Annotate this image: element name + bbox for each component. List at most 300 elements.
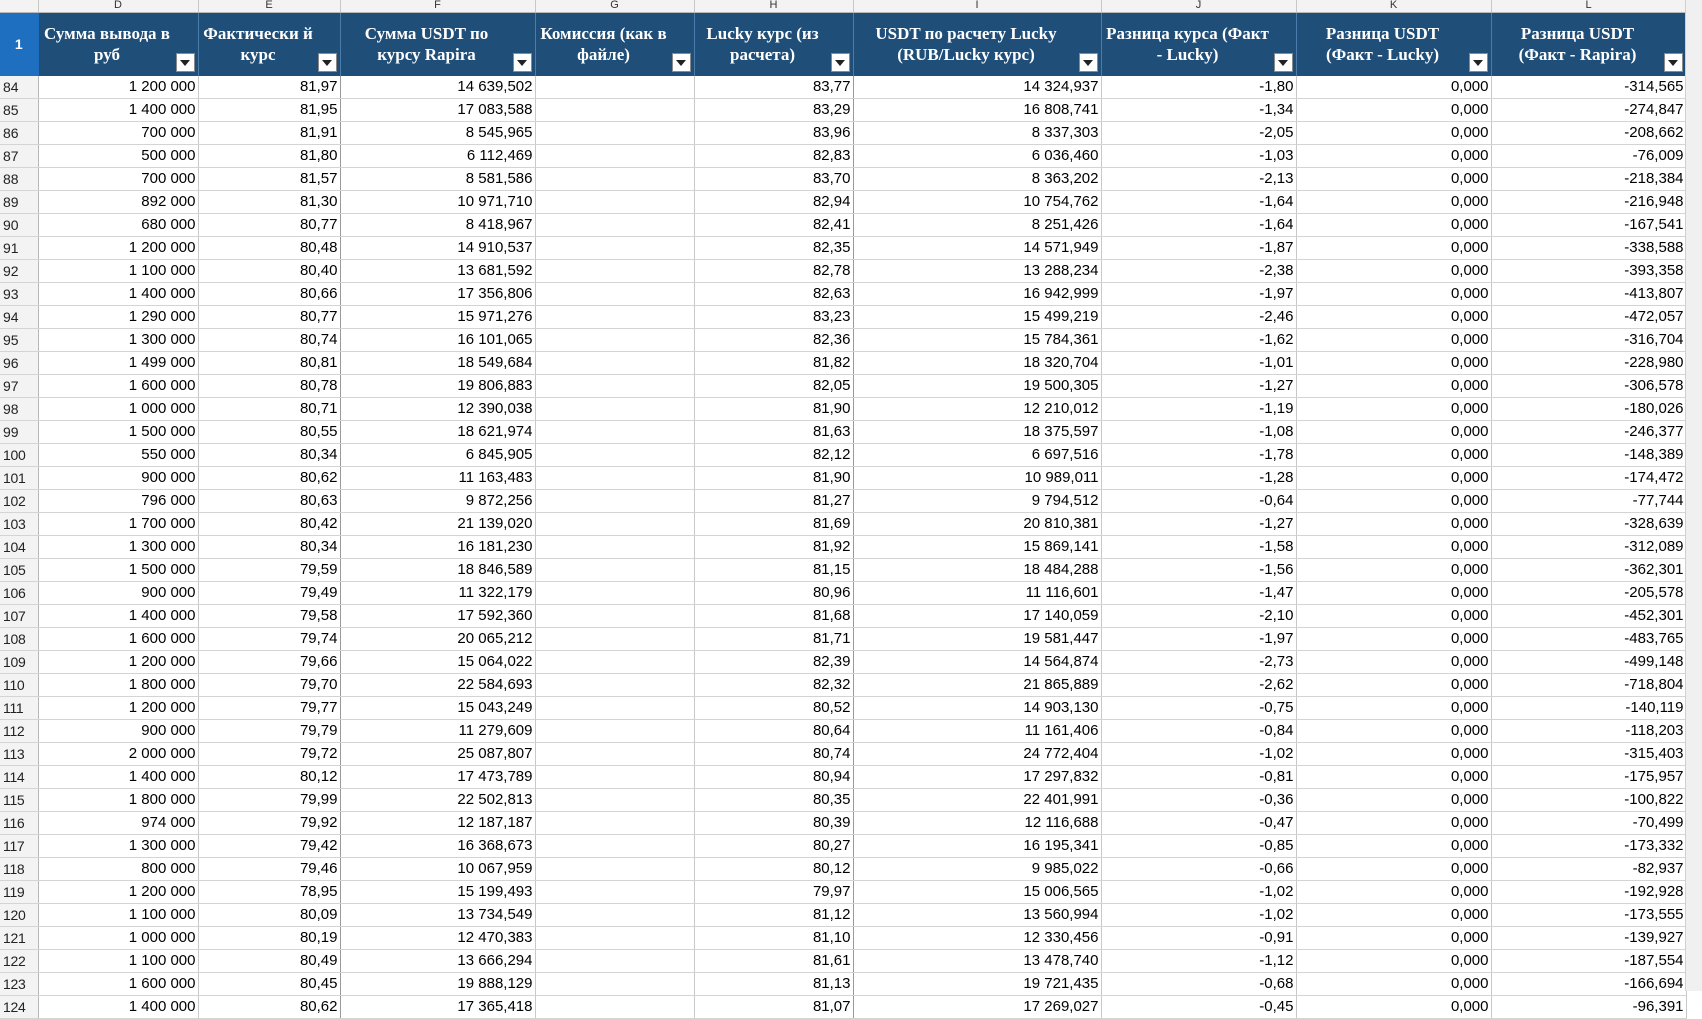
cell-f[interactable]: 20 065,212 — [340, 628, 535, 651]
cell-g[interactable] — [535, 904, 694, 927]
cell-e[interactable]: 81,57 — [198, 168, 340, 191]
cell-i[interactable]: 13 288,234 — [853, 260, 1101, 283]
cell-g[interactable] — [535, 145, 694, 168]
cell-h[interactable]: 82,12 — [694, 444, 853, 467]
row-number[interactable]: 119 — [0, 881, 38, 904]
cell-h[interactable]: 80,96 — [694, 582, 853, 605]
cell-i[interactable]: 19 721,435 — [853, 973, 1101, 996]
cell-i[interactable]: 14 324,937 — [853, 76, 1101, 99]
row-number[interactable]: 90 — [0, 214, 38, 237]
cell-g[interactable] — [535, 766, 694, 789]
cell-g[interactable] — [535, 559, 694, 582]
cell-k[interactable]: 0,000 — [1296, 444, 1491, 467]
cell-i[interactable]: 13 478,740 — [853, 950, 1101, 973]
cell-h[interactable]: 82,78 — [694, 260, 853, 283]
cell-f[interactable]: 13 666,294 — [340, 950, 535, 973]
cell-i[interactable]: 18 375,597 — [853, 421, 1101, 444]
cell-g[interactable] — [535, 444, 694, 467]
cell-f[interactable]: 10 067,959 — [340, 858, 535, 881]
cell-h[interactable]: 81,15 — [694, 559, 853, 582]
cell-h[interactable]: 82,83 — [694, 145, 853, 168]
row-number[interactable]: 118 — [0, 858, 38, 881]
cell-k[interactable]: 0,000 — [1296, 352, 1491, 375]
cell-h[interactable]: 81,90 — [694, 467, 853, 490]
cell-i[interactable]: 24 772,404 — [853, 743, 1101, 766]
cell-j[interactable]: -1,27 — [1101, 513, 1296, 536]
cell-h[interactable]: 83,23 — [694, 306, 853, 329]
cell-f[interactable]: 16 368,673 — [340, 835, 535, 858]
cell-g[interactable] — [535, 835, 694, 858]
cell-k[interactable]: 0,000 — [1296, 375, 1491, 398]
filter-dropdown-button[interactable] — [1664, 53, 1683, 72]
row-number[interactable]: 116 — [0, 812, 38, 835]
cell-k[interactable]: 0,000 — [1296, 513, 1491, 536]
row-number[interactable]: 108 — [0, 628, 38, 651]
row-number[interactable]: 88 — [0, 168, 38, 191]
cell-d[interactable]: 1 400 000 — [38, 605, 198, 628]
cell-l[interactable]: -82,937 — [1491, 858, 1686, 881]
cell-k[interactable]: 0,000 — [1296, 122, 1491, 145]
cell-l[interactable]: -413,807 — [1491, 283, 1686, 306]
cell-k[interactable]: 0,000 — [1296, 789, 1491, 812]
cell-d[interactable]: 1 400 000 — [38, 283, 198, 306]
cell-l[interactable]: -100,822 — [1491, 789, 1686, 812]
row-number[interactable]: 120 — [0, 904, 38, 927]
cell-d[interactable]: 1 200 000 — [38, 881, 198, 904]
cell-e[interactable]: 79,79 — [198, 720, 340, 743]
cell-i[interactable]: 11 161,406 — [853, 720, 1101, 743]
cell-j[interactable]: -1,87 — [1101, 237, 1296, 260]
cell-i[interactable]: 13 560,994 — [853, 904, 1101, 927]
cell-k[interactable]: 0,000 — [1296, 99, 1491, 122]
cell-l[interactable]: -452,301 — [1491, 605, 1686, 628]
row-number[interactable]: 100 — [0, 444, 38, 467]
cell-d[interactable]: 1 200 000 — [38, 76, 198, 99]
cell-l[interactable]: -208,662 — [1491, 122, 1686, 145]
cell-f[interactable]: 15 064,022 — [340, 651, 535, 674]
cell-e[interactable]: 81,30 — [198, 191, 340, 214]
cell-d[interactable]: 1 300 000 — [38, 835, 198, 858]
cell-l[interactable]: -175,957 — [1491, 766, 1686, 789]
cell-j[interactable]: -1,97 — [1101, 628, 1296, 651]
cell-i[interactable]: 12 210,012 — [853, 398, 1101, 421]
row-number[interactable]: 94 — [0, 306, 38, 329]
cell-g[interactable] — [535, 329, 694, 352]
column-header-e[interactable]: E — [198, 0, 340, 12]
cell-e[interactable]: 79,42 — [198, 835, 340, 858]
cell-e[interactable]: 80,55 — [198, 421, 340, 444]
cell-i[interactable]: 17 297,832 — [853, 766, 1101, 789]
cell-l[interactable]: -312,089 — [1491, 536, 1686, 559]
cell-h[interactable]: 82,41 — [694, 214, 853, 237]
cell-j[interactable]: -2,73 — [1101, 651, 1296, 674]
cell-g[interactable] — [535, 283, 694, 306]
cell-d[interactable]: 796 000 — [38, 490, 198, 513]
cell-d[interactable]: 1 200 000 — [38, 697, 198, 720]
cell-d[interactable]: 1 500 000 — [38, 559, 198, 582]
row-number[interactable]: 84 — [0, 76, 38, 99]
cell-k[interactable]: 0,000 — [1296, 536, 1491, 559]
cell-g[interactable] — [535, 927, 694, 950]
cell-g[interactable] — [535, 651, 694, 674]
cell-i[interactable]: 14 564,874 — [853, 651, 1101, 674]
row-number[interactable]: 107 — [0, 605, 38, 628]
row-number[interactable]: 98 — [0, 398, 38, 421]
cell-l[interactable]: -362,301 — [1491, 559, 1686, 582]
cell-k[interactable]: 0,000 — [1296, 881, 1491, 904]
filter-dropdown-button[interactable] — [1079, 53, 1098, 72]
cell-g[interactable] — [535, 421, 694, 444]
cell-k[interactable]: 0,000 — [1296, 605, 1491, 628]
cell-l[interactable]: -148,389 — [1491, 444, 1686, 467]
cell-k[interactable]: 0,000 — [1296, 628, 1491, 651]
cell-k[interactable]: 0,000 — [1296, 306, 1491, 329]
cell-l[interactable]: -472,057 — [1491, 306, 1686, 329]
cell-e[interactable]: 80,48 — [198, 237, 340, 260]
cell-h[interactable]: 81,92 — [694, 536, 853, 559]
cell-i[interactable]: 18 484,288 — [853, 559, 1101, 582]
header-actual-rate[interactable] — [198, 12, 340, 76]
cell-k[interactable]: 0,000 — [1296, 766, 1491, 789]
cell-j[interactable]: -0,85 — [1101, 835, 1296, 858]
cell-g[interactable] — [535, 536, 694, 559]
row-number-1[interactable]: 1 — [0, 12, 38, 76]
cell-h[interactable]: 81,12 — [694, 904, 853, 927]
cell-f[interactable]: 16 101,065 — [340, 329, 535, 352]
cell-d[interactable]: 1 000 000 — [38, 398, 198, 421]
cell-i[interactable]: 19 500,305 — [853, 375, 1101, 398]
cell-l[interactable]: -167,541 — [1491, 214, 1686, 237]
cell-k[interactable]: 0,000 — [1296, 329, 1491, 352]
cell-f[interactable]: 12 390,038 — [340, 398, 535, 421]
cell-g[interactable] — [535, 674, 694, 697]
cell-g[interactable] — [535, 812, 694, 835]
cell-h[interactable]: 80,12 — [694, 858, 853, 881]
cell-j[interactable]: -1,97 — [1101, 283, 1296, 306]
cell-h[interactable]: 80,52 — [694, 697, 853, 720]
row-number[interactable]: 89 — [0, 191, 38, 214]
cell-f[interactable]: 18 621,974 — [340, 421, 535, 444]
cell-l[interactable]: -118,203 — [1491, 720, 1686, 743]
row-number[interactable]: 86 — [0, 122, 38, 145]
cell-j[interactable]: -0,91 — [1101, 927, 1296, 950]
row-number[interactable]: 106 — [0, 582, 38, 605]
cell-e[interactable]: 80,34 — [198, 444, 340, 467]
cell-g[interactable] — [535, 697, 694, 720]
row-number[interactable]: 105 — [0, 559, 38, 582]
cell-g[interactable] — [535, 260, 694, 283]
cell-f[interactable]: 15 199,493 — [340, 881, 535, 904]
cell-h[interactable]: 82,94 — [694, 191, 853, 214]
filter-dropdown-button[interactable] — [672, 53, 691, 72]
cell-k[interactable]: 0,000 — [1296, 697, 1491, 720]
row-number[interactable]: 101 — [0, 467, 38, 490]
cell-i[interactable]: 20 810,381 — [853, 513, 1101, 536]
cell-j[interactable]: -1,34 — [1101, 99, 1296, 122]
cell-e[interactable]: 81,80 — [198, 145, 340, 168]
cell-d[interactable]: 2 000 000 — [38, 743, 198, 766]
cell-e[interactable]: 80,74 — [198, 329, 340, 352]
cell-l[interactable]: -139,927 — [1491, 927, 1686, 950]
cell-l[interactable]: -205,578 — [1491, 582, 1686, 605]
cell-e[interactable]: 80,45 — [198, 973, 340, 996]
column-header-h[interactable]: H — [694, 0, 853, 12]
cell-f[interactable]: 12 187,187 — [340, 812, 535, 835]
row-number[interactable]: 109 — [0, 651, 38, 674]
cell-i[interactable]: 18 320,704 — [853, 352, 1101, 375]
cell-f[interactable]: 17 365,418 — [340, 996, 535, 1019]
cell-f[interactable]: 16 181,230 — [340, 536, 535, 559]
cell-d[interactable]: 1 200 000 — [38, 651, 198, 674]
cell-l[interactable]: -76,009 — [1491, 145, 1686, 168]
row-number[interactable]: 111 — [0, 697, 38, 720]
cell-l[interactable]: -187,554 — [1491, 950, 1686, 973]
select-all-corner[interactable] — [0, 0, 38, 12]
cell-l[interactable]: -173,555 — [1491, 904, 1686, 927]
cell-i[interactable]: 8 337,303 — [853, 122, 1101, 145]
cell-d[interactable]: 550 000 — [38, 444, 198, 467]
cell-f[interactable]: 12 470,383 — [340, 927, 535, 950]
cell-g[interactable] — [535, 76, 694, 99]
cell-e[interactable]: 79,46 — [198, 858, 340, 881]
cell-g[interactable] — [535, 789, 694, 812]
cell-h[interactable]: 81,82 — [694, 352, 853, 375]
vertical-scrollbar[interactable] — [1685, 0, 1702, 991]
cell-e[interactable]: 80,49 — [198, 950, 340, 973]
cell-d[interactable]: 700 000 — [38, 122, 198, 145]
cell-e[interactable]: 80,09 — [198, 904, 340, 927]
cell-e[interactable]: 80,62 — [198, 467, 340, 490]
cell-h[interactable]: 80,74 — [694, 743, 853, 766]
cell-d[interactable]: 1 290 000 — [38, 306, 198, 329]
cell-h[interactable]: 79,97 — [694, 881, 853, 904]
row-number[interactable]: 97 — [0, 375, 38, 398]
cell-h[interactable]: 80,94 — [694, 766, 853, 789]
cell-j[interactable]: -2,46 — [1101, 306, 1296, 329]
cell-f[interactable]: 22 584,693 — [340, 674, 535, 697]
cell-j[interactable]: -0,47 — [1101, 812, 1296, 835]
cell-e[interactable]: 80,78 — [198, 375, 340, 398]
cell-i[interactable]: 14 571,949 — [853, 237, 1101, 260]
cell-f[interactable]: 8 545,965 — [340, 122, 535, 145]
cell-k[interactable]: 0,000 — [1296, 651, 1491, 674]
cell-l[interactable]: -499,148 — [1491, 651, 1686, 674]
cell-l[interactable]: -338,588 — [1491, 237, 1686, 260]
cell-d[interactable]: 1 100 000 — [38, 950, 198, 973]
cell-g[interactable] — [535, 375, 694, 398]
row-number[interactable]: 102 — [0, 490, 38, 513]
cell-k[interactable]: 0,000 — [1296, 398, 1491, 421]
cell-g[interactable] — [535, 352, 694, 375]
cell-e[interactable]: 80,40 — [198, 260, 340, 283]
cell-g[interactable] — [535, 605, 694, 628]
cell-j[interactable]: -2,10 — [1101, 605, 1296, 628]
cell-j[interactable]: -1,58 — [1101, 536, 1296, 559]
cell-d[interactable]: 1 300 000 — [38, 329, 198, 352]
cell-i[interactable]: 10 754,762 — [853, 191, 1101, 214]
row-number[interactable]: 113 — [0, 743, 38, 766]
cell-i[interactable]: 15 784,361 — [853, 329, 1101, 352]
cell-h[interactable]: 81,90 — [694, 398, 853, 421]
cell-g[interactable] — [535, 490, 694, 513]
cell-k[interactable]: 0,000 — [1296, 812, 1491, 835]
cell-h[interactable]: 83,77 — [694, 76, 853, 99]
cell-l[interactable]: -316,704 — [1491, 329, 1686, 352]
cell-f[interactable]: 10 971,710 — [340, 191, 535, 214]
cell-d[interactable]: 1 600 000 — [38, 973, 198, 996]
cell-d[interactable]: 680 000 — [38, 214, 198, 237]
cell-e[interactable]: 79,66 — [198, 651, 340, 674]
cell-g[interactable] — [535, 628, 694, 651]
cell-g[interactable] — [535, 858, 694, 881]
cell-h[interactable]: 83,70 — [694, 168, 853, 191]
cell-j[interactable]: -1,08 — [1101, 421, 1296, 444]
column-header-j[interactable]: J — [1101, 0, 1296, 12]
cell-e[interactable]: 80,34 — [198, 536, 340, 559]
cell-h[interactable]: 81,71 — [694, 628, 853, 651]
cell-i[interactable]: 21 865,889 — [853, 674, 1101, 697]
cell-i[interactable]: 16 942,999 — [853, 283, 1101, 306]
cell-k[interactable]: 0,000 — [1296, 237, 1491, 260]
column-header-f[interactable]: F — [340, 0, 535, 12]
cell-d[interactable]: 1 100 000 — [38, 904, 198, 927]
cell-j[interactable]: -1,03 — [1101, 145, 1296, 168]
cell-e[interactable]: 79,70 — [198, 674, 340, 697]
cell-j[interactable]: -1,80 — [1101, 76, 1296, 99]
cell-e[interactable]: 79,92 — [198, 812, 340, 835]
cell-i[interactable]: 12 116,688 — [853, 812, 1101, 835]
cell-j[interactable]: -2,13 — [1101, 168, 1296, 191]
cell-k[interactable]: 0,000 — [1296, 973, 1491, 996]
row-number[interactable]: 122 — [0, 950, 38, 973]
cell-f[interactable]: 14 910,537 — [340, 237, 535, 260]
cell-e[interactable]: 80,77 — [198, 214, 340, 237]
cell-i[interactable]: 12 330,456 — [853, 927, 1101, 950]
cell-d[interactable]: 1 300 000 — [38, 536, 198, 559]
cell-d[interactable]: 1 600 000 — [38, 628, 198, 651]
cell-l[interactable]: -166,694 — [1491, 973, 1686, 996]
cell-i[interactable]: 14 903,130 — [853, 697, 1101, 720]
cell-f[interactable]: 25 087,807 — [340, 743, 535, 766]
cell-j[interactable]: -2,05 — [1101, 122, 1296, 145]
cell-d[interactable]: 1 500 000 — [38, 421, 198, 444]
cell-i[interactable]: 17 269,027 — [853, 996, 1101, 1019]
column-header-k[interactable]: K — [1296, 0, 1491, 12]
cell-d[interactable]: 1 600 000 — [38, 375, 198, 398]
cell-d[interactable]: 900 000 — [38, 582, 198, 605]
cell-e[interactable]: 81,97 — [198, 76, 340, 99]
cell-f[interactable]: 18 549,684 — [340, 352, 535, 375]
cell-j[interactable]: -1,64 — [1101, 214, 1296, 237]
row-number[interactable]: 121 — [0, 927, 38, 950]
cell-i[interactable]: 15 006,565 — [853, 881, 1101, 904]
cell-i[interactable]: 17 140,059 — [853, 605, 1101, 628]
filter-dropdown-button[interactable] — [831, 53, 850, 72]
cell-d[interactable]: 1 000 000 — [38, 927, 198, 950]
cell-j[interactable]: -0,75 — [1101, 697, 1296, 720]
cell-g[interactable] — [535, 881, 694, 904]
row-number[interactable]: 92 — [0, 260, 38, 283]
cell-j[interactable]: -1,01 — [1101, 352, 1296, 375]
cell-h[interactable]: 82,36 — [694, 329, 853, 352]
cell-l[interactable]: -393,358 — [1491, 260, 1686, 283]
cell-k[interactable]: 0,000 — [1296, 467, 1491, 490]
cell-h[interactable]: 82,35 — [694, 237, 853, 260]
cell-e[interactable]: 80,71 — [198, 398, 340, 421]
cell-j[interactable]: -1,02 — [1101, 743, 1296, 766]
filter-dropdown-button[interactable] — [1274, 53, 1293, 72]
column-header-d[interactable]: D — [38, 0, 198, 12]
cell-j[interactable]: -0,84 — [1101, 720, 1296, 743]
cell-k[interactable]: 0,000 — [1296, 927, 1491, 950]
cell-g[interactable] — [535, 191, 694, 214]
cell-k[interactable]: 0,000 — [1296, 950, 1491, 973]
cell-l[interactable]: -328,639 — [1491, 513, 1686, 536]
cell-l[interactable]: -180,026 — [1491, 398, 1686, 421]
cell-e[interactable]: 79,77 — [198, 697, 340, 720]
cell-g[interactable] — [535, 306, 694, 329]
cell-f[interactable]: 6 845,905 — [340, 444, 535, 467]
cell-e[interactable]: 79,59 — [198, 559, 340, 582]
header-usdt-diff-rapira[interactable] — [1491, 12, 1686, 76]
cell-i[interactable]: 8 363,202 — [853, 168, 1101, 191]
cell-g[interactable] — [535, 720, 694, 743]
cell-l[interactable]: -192,928 — [1491, 881, 1686, 904]
filter-dropdown-button[interactable] — [513, 53, 532, 72]
row-number[interactable]: 115 — [0, 789, 38, 812]
cell-k[interactable]: 0,000 — [1296, 260, 1491, 283]
cell-l[interactable]: -718,804 — [1491, 674, 1686, 697]
cell-l[interactable]: -96,391 — [1491, 996, 1686, 1019]
cell-i[interactable]: 9 985,022 — [853, 858, 1101, 881]
cell-e[interactable]: 80,77 — [198, 306, 340, 329]
cell-f[interactable]: 19 888,129 — [340, 973, 535, 996]
cell-l[interactable]: -173,332 — [1491, 835, 1686, 858]
row-number[interactable]: 103 — [0, 513, 38, 536]
filter-dropdown-button[interactable] — [318, 53, 337, 72]
cell-d[interactable]: 974 000 — [38, 812, 198, 835]
cell-j[interactable]: -1,02 — [1101, 881, 1296, 904]
cell-i[interactable]: 19 581,447 — [853, 628, 1101, 651]
column-header-l[interactable]: L — [1491, 0, 1686, 12]
cell-h[interactable]: 82,05 — [694, 375, 853, 398]
cell-l[interactable]: -140,119 — [1491, 697, 1686, 720]
cell-g[interactable] — [535, 168, 694, 191]
cell-j[interactable]: -0,64 — [1101, 490, 1296, 513]
cell-k[interactable]: 0,000 — [1296, 191, 1491, 214]
cell-f[interactable]: 9 872,256 — [340, 490, 535, 513]
cell-g[interactable] — [535, 582, 694, 605]
cell-j[interactable]: -1,12 — [1101, 950, 1296, 973]
cell-g[interactable] — [535, 973, 694, 996]
cell-d[interactable]: 1 100 000 — [38, 260, 198, 283]
row-number[interactable]: 96 — [0, 352, 38, 375]
cell-e[interactable]: 80,42 — [198, 513, 340, 536]
cell-l[interactable]: -228,980 — [1491, 352, 1686, 375]
cell-l[interactable]: -306,578 — [1491, 375, 1686, 398]
cell-h[interactable]: 81,07 — [694, 996, 853, 1019]
cell-l[interactable]: -174,472 — [1491, 467, 1686, 490]
cell-h[interactable]: 80,27 — [694, 835, 853, 858]
row-number[interactable]: 124 — [0, 996, 38, 1019]
cell-h[interactable]: 82,63 — [694, 283, 853, 306]
cell-k[interactable]: 0,000 — [1296, 421, 1491, 444]
cell-h[interactable]: 82,39 — [694, 651, 853, 674]
cell-k[interactable]: 0,000 — [1296, 904, 1491, 927]
cell-g[interactable] — [535, 467, 694, 490]
cell-d[interactable]: 900 000 — [38, 467, 198, 490]
header-rate-difference[interactable] — [1101, 12, 1296, 76]
